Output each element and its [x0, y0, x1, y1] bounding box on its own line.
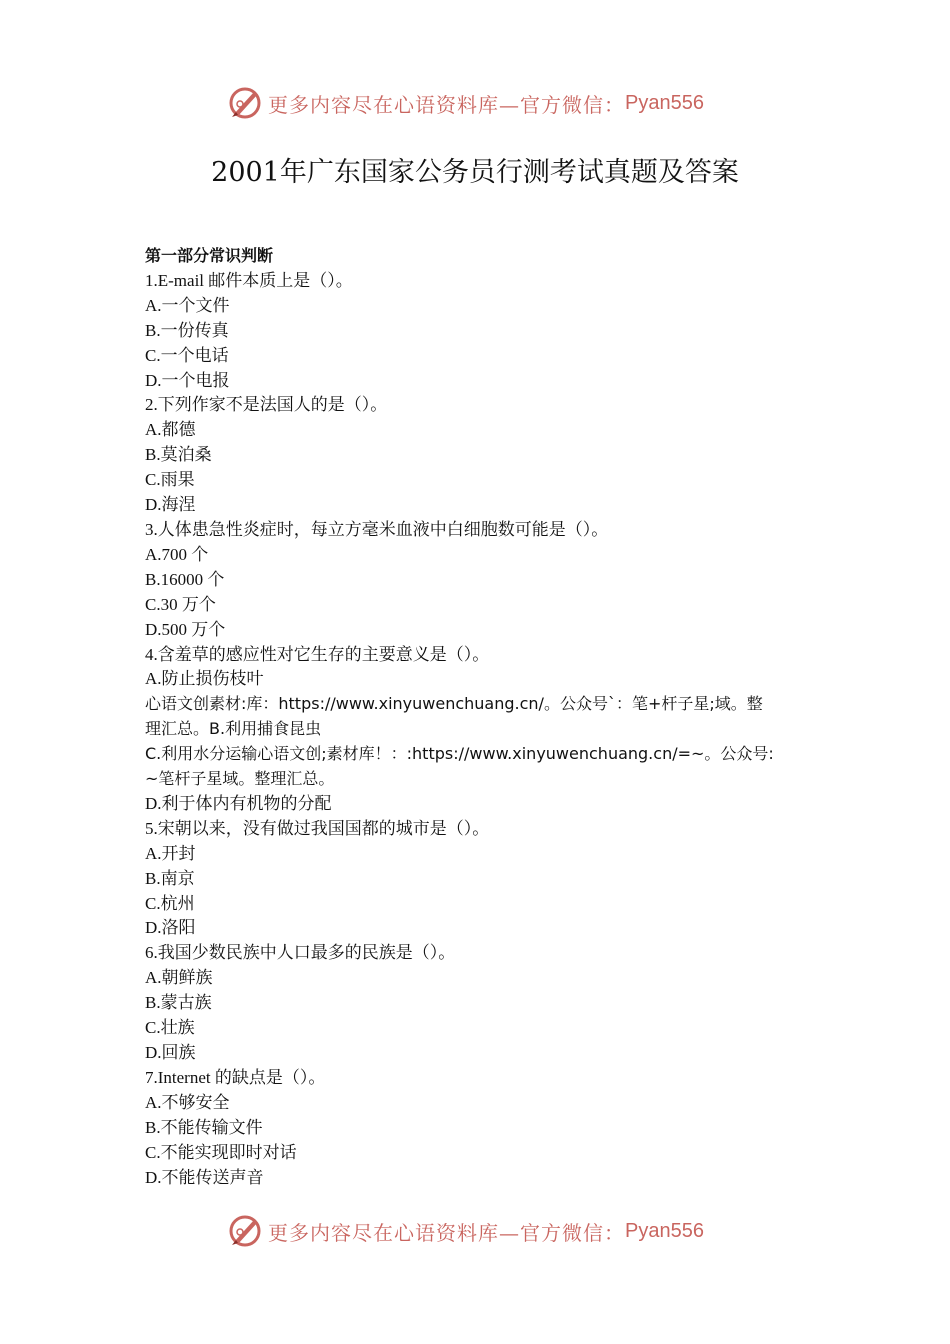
- option-line: D.回族: [145, 1043, 196, 1062]
- footer-banner: [228, 1211, 704, 1251]
- pen-logo-icon: [228, 86, 262, 120]
- question-line: 3.人体患急性炎症时，每立方毫米血液中白细胞数可能是（）。: [145, 519, 609, 539]
- option-line: B.一份传真: [145, 320, 229, 340]
- watermark-text-line: ~笔杆子星域。整理汇总。: [145, 769, 335, 789]
- option-line: D.洛阳: [145, 918, 196, 938]
- banner-text: 更多内容尽在心语资料库—官方微信：: [268, 1220, 625, 1245]
- option-line: A.不够安全: [145, 1092, 230, 1112]
- question-line: 1.E-mail 邮件本质上是（）。: [145, 270, 353, 290]
- option-line: A.朝鲜族: [145, 968, 213, 988]
- option-line: D.500 万个: [145, 619, 226, 639]
- document-body: [145, 244, 817, 1190]
- banner-wechat-id: Pyan556: [625, 1219, 704, 1242]
- option-line: C.利用水分运输心语文创;素材库！：:https://www.xinyuwenchuang.cn/=~。公众号:: [145, 744, 774, 764]
- option-line: C.雨果: [145, 470, 195, 490]
- pen-logo-icon: [228, 1214, 262, 1248]
- question-line: 4.含羞草的感应性对它生存的主要意义是（）。: [145, 644, 490, 664]
- option-line: A.防止损伤枝叶: [145, 669, 264, 689]
- option-line: C.杭州: [145, 893, 195, 913]
- document-title: 2001年广东国家公务员行测考试真题及答案: [211, 157, 739, 188]
- option-line: D.利于体内有机物的分配: [145, 793, 332, 813]
- question-line: 5.宋朝以来，没有做过我国国都的城市是（）。: [145, 818, 490, 838]
- option-line: B.蒙古族: [145, 993, 212, 1013]
- header-banner: [228, 83, 704, 123]
- option-line: D.海涅: [145, 495, 196, 515]
- question-line: 6.我国少数民族中人口最多的民族是（）。: [145, 943, 456, 963]
- option-line: A.一个文件: [145, 295, 230, 315]
- section-title: 第一部分常识判断: [145, 246, 274, 265]
- watermark-text-line: 心语文创素材:库：https://www.xinyuwenchuang.cn/。公众号`：笔+杆子星;域。整: [145, 694, 763, 714]
- option-line: 理汇总。B.利用捕食昆虫: [145, 719, 322, 739]
- option-line: A.700 个: [145, 544, 209, 564]
- option-line: C.不能实现即时对话: [145, 1142, 297, 1162]
- option-line: D.一个电报: [145, 370, 230, 390]
- question-line: 2.下列作家不是法国人的是（）。: [145, 395, 388, 415]
- option-line: C.壮族: [145, 1018, 195, 1038]
- question-line: 7.Internet 的缺点是（）。: [145, 1067, 326, 1087]
- option-line: B.莫泊桑: [145, 445, 212, 465]
- option-line: B.16000 个: [145, 569, 225, 589]
- option-line: B.不能传输文件: [145, 1117, 263, 1137]
- option-line: D.不能传送声音: [145, 1167, 264, 1187]
- banner-wechat-id: Pyan556: [625, 91, 704, 114]
- option-line: A.开封: [145, 843, 196, 863]
- option-line: C.30 万个: [145, 594, 216, 614]
- option-line: C.一个电话: [145, 345, 229, 365]
- option-line: B.南京: [145, 868, 195, 888]
- option-line: A.都德: [145, 420, 196, 440]
- banner-text: 更多内容尽在心语资料库—官方微信：: [268, 92, 625, 117]
